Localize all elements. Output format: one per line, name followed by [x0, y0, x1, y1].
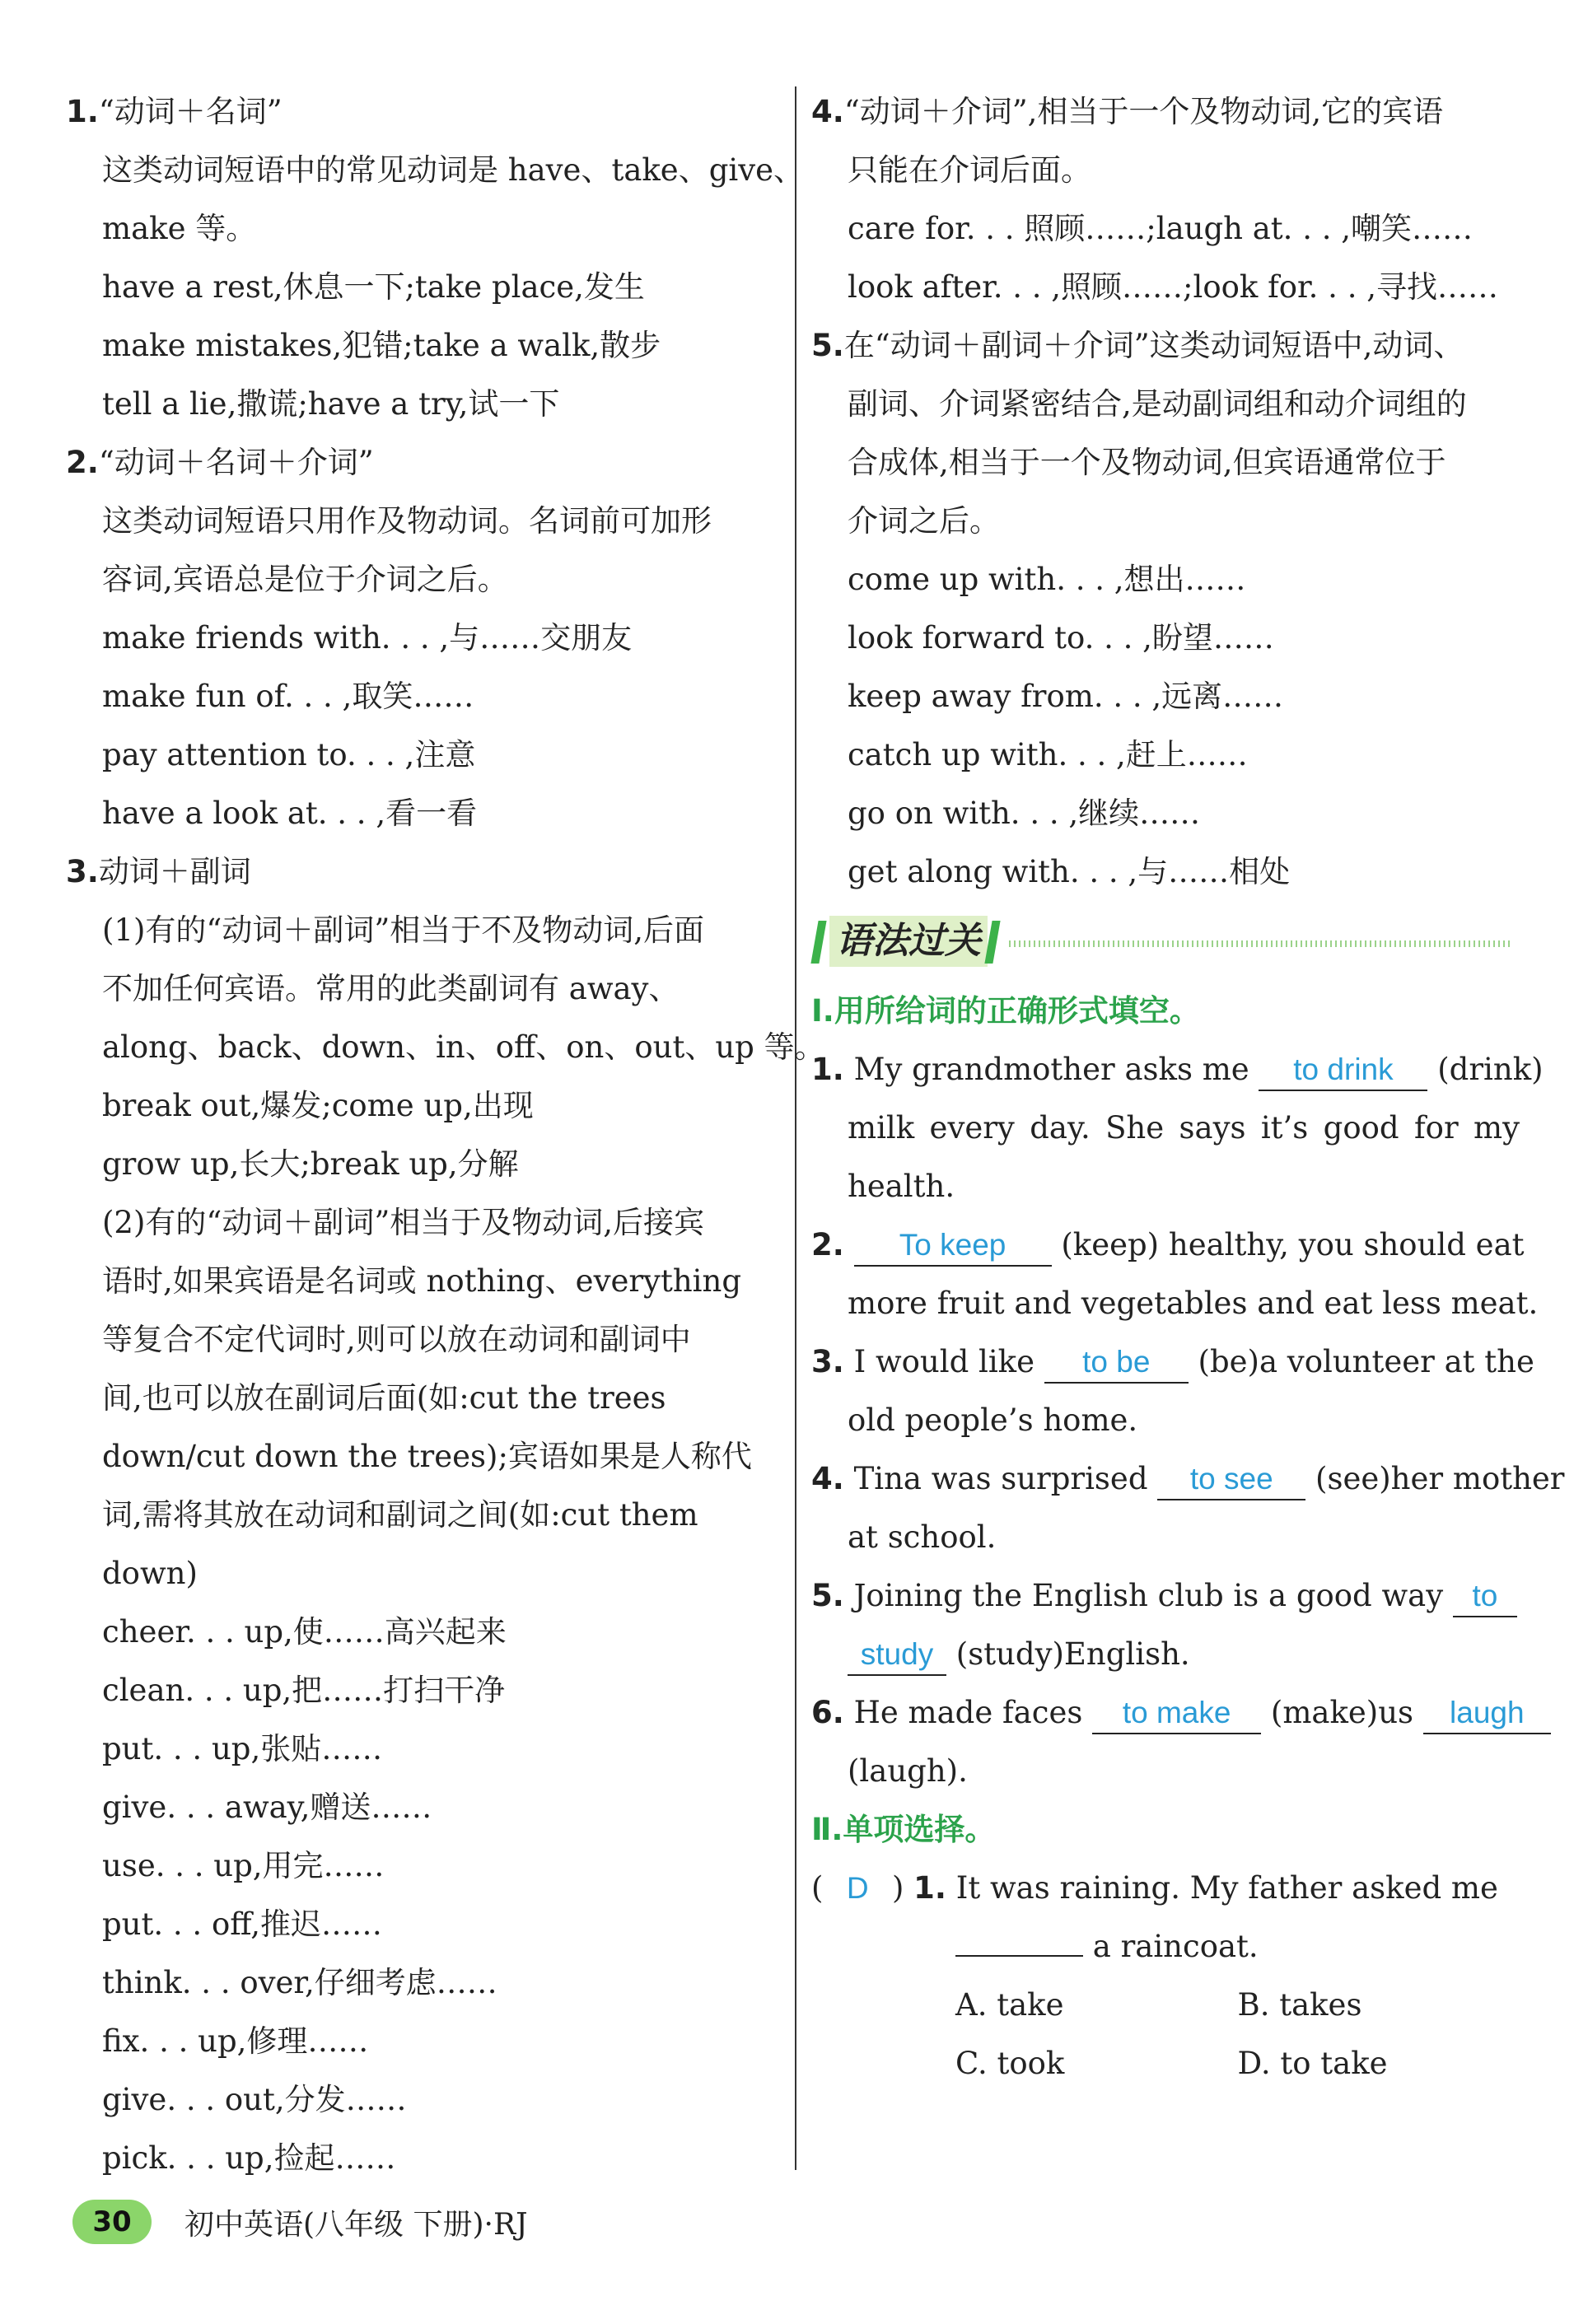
example-line: get along with. . . ,与……相处 — [848, 854, 1291, 889]
question-2 — [811, 1216, 1525, 1274]
desc-line: make 等。 — [102, 211, 257, 246]
answer-blank[interactable]: to see — [1157, 1461, 1305, 1500]
question-text: (study)English. — [955, 1636, 1190, 1672]
example-line: keep away from. . . ,远离…… — [848, 679, 1284, 714]
example-line: care for. . . 照顾……;laugh at. . . ,嘲笑…… — [848, 211, 1474, 246]
question-text: Tina was surprised — [853, 1461, 1148, 1496]
answer-blank[interactable]: to — [1453, 1578, 1517, 1617]
mc-question-1 — [811, 1859, 1520, 1917]
banner-dotted-rule — [1009, 940, 1511, 947]
example-line: fix. . . up,修理…… — [102, 2023, 369, 2059]
question-number: 2. — [811, 1227, 844, 1262]
question-6 — [811, 1683, 1525, 1742]
question-text: Joining the English club is a good way — [853, 1578, 1444, 1613]
example-line: make friends with. . . ,与……交朋友 — [102, 620, 633, 656]
desc-line: (2)有的“动词＋副词”相当于及物动词,后接宾 — [102, 1205, 705, 1240]
page-footer — [72, 2197, 528, 2247]
answer-blank[interactable]: to make — [1092, 1695, 1261, 1734]
section-heading: 在“动词＋副词＋介词”这类动词短语中,动词、 — [843, 328, 1464, 363]
item-number: 3. — [66, 854, 99, 889]
example-line: make fun of. . . ,取笑…… — [102, 679, 474, 714]
answer-blank[interactable]: laugh — [1423, 1695, 1551, 1734]
mc-question-1-continued — [811, 1917, 1520, 1976]
question-text: I would like — [853, 1344, 1035, 1379]
desc-line: 不加任何宾语。常用的此类副词有 away、 — [102, 971, 680, 1006]
desc-line: 等复合不定代词时,则可以放在动词和副词中 — [102, 1322, 691, 1357]
question-text: (keep) healthy, you should eat — [1061, 1227, 1525, 1262]
example-line: make mistakes,犯错;take a walk,散步 — [102, 328, 661, 363]
answer-blank[interactable] — [955, 1922, 1083, 1957]
example-line: tell a lie,撒谎;have a try,试一下 — [102, 386, 560, 422]
part-two-title: Ⅱ.单项选择。 — [811, 1812, 996, 1847]
answer-blank[interactable]: to drink — [1259, 1052, 1427, 1091]
page-number: 30 — [72, 2200, 152, 2244]
grammar-section-title: 语法过关 — [829, 916, 988, 967]
answer-blank[interactable]: To keep — [854, 1227, 1052, 1267]
answer-blank[interactable]: study — [848, 1636, 946, 1676]
question-text: milk every day. She says it’s good for my — [848, 1110, 1520, 1146]
example-line: look after. . . ,照顾……;look for. . . ,寻找…… — [848, 269, 1498, 305]
desc-line: 只能在介词后面。 — [848, 152, 1091, 188]
option-c[interactable]: C. took — [955, 2046, 1065, 2081]
desc-line: 这类动词短语只用作及物动词。名词前可加形 — [102, 503, 712, 539]
desc-line: 副词、介词紧密结合,是动副词组和动介词组的 — [848, 386, 1467, 422]
question-text: (be)a volunteer at the — [1198, 1344, 1534, 1379]
banner-bar-left — [810, 921, 826, 964]
question-number: 5. — [811, 1578, 844, 1613]
answer-blank[interactable]: to be — [1044, 1344, 1189, 1384]
example-line: cheer. . . up,使……高兴起来 — [102, 1614, 507, 1650]
question-3 — [811, 1332, 1534, 1391]
section-heading: “动词＋介词”,相当于一个及物动词,它的宾语 — [843, 94, 1444, 129]
example-line: pay attention to. . . ,注意 — [102, 737, 476, 772]
example-line: think. . . over,仔细考虑…… — [102, 1965, 497, 2000]
answer-paren: ( — [811, 1870, 824, 1906]
desc-line: 介词之后。 — [848, 503, 1000, 539]
desc-line: 这类动词短语中的常见动词是 have、take、give、 — [102, 152, 805, 188]
question-text: (drink) — [1437, 1052, 1544, 1087]
column-divider — [795, 86, 796, 2170]
example-line: have a look at. . . ,看一看 — [102, 796, 478, 831]
example-line: give. . . out,分发…… — [102, 2082, 407, 2117]
question-5-continued — [811, 1625, 1520, 1683]
option-b[interactable]: B. takes — [1237, 1987, 1362, 2023]
example-line: put. . . off,推迟…… — [102, 1906, 382, 1942]
desc-line: 间,也可以放在副词后面(如:cut the trees — [102, 1380, 666, 1416]
example-line: grow up,长大;break up,分解 — [102, 1146, 519, 1182]
question-text: at school. — [848, 1519, 997, 1555]
example-line: break out,爆发;come up,出现 — [102, 1088, 534, 1123]
desc-line: down) — [102, 1556, 198, 1591]
item-number: 2. — [66, 445, 99, 480]
example-line: put. . . up,张贴…… — [102, 1731, 383, 1766]
book-title: 初中英语(八年级 下册)·RJ — [184, 2207, 528, 2242]
question-text: more fruit and vegetables and eat less meat. — [848, 1286, 1539, 1321]
question-number: 3. — [811, 1344, 844, 1379]
example-line: come up with. . . ,想出…… — [848, 562, 1246, 597]
mc-options-row — [811, 1976, 1520, 2034]
question-text: It was raining. My father asked me — [955, 1870, 1498, 1906]
desc-line: 容词,宾语总是位于介词之后。 — [102, 562, 508, 597]
desc-line: 词,需将其放在动词和副词之间(如:cut them — [102, 1497, 698, 1533]
grammar-section-banner — [811, 909, 1520, 975]
example-line: catch up with. . . ,赶上…… — [848, 737, 1248, 772]
item-number: 1. — [66, 94, 99, 129]
question-text: health. — [848, 1169, 955, 1204]
item-number: 4. — [811, 94, 844, 129]
example-line: clean. . . up,把……打扫干净 — [102, 1673, 506, 1708]
section-heading: 动词＋副词 — [98, 854, 251, 889]
question-1 — [811, 1040, 1544, 1099]
mc-options-row — [811, 2034, 1520, 2093]
example-line: pick. . . up,捡起…… — [102, 2140, 396, 2176]
question-text: a raincoat. — [1092, 1929, 1259, 1964]
question-text: My grandmother asks me — [853, 1052, 1249, 1087]
example-line: give. . . away,赠送…… — [102, 1790, 432, 1825]
question-text: (see)her mother — [1315, 1461, 1565, 1496]
option-d[interactable]: D. to take — [1237, 2046, 1388, 2081]
question-number: 1. — [811, 1052, 844, 1087]
question-number: 1. — [913, 1870, 946, 1906]
question-number: 6. — [811, 1695, 844, 1730]
section-heading: “动词＋名词” — [98, 94, 283, 129]
question-text: (make)us — [1270, 1695, 1414, 1730]
option-a[interactable]: A. take — [955, 1987, 1064, 2023]
item-number: 5. — [811, 328, 844, 363]
question-text: He made faces — [853, 1695, 1083, 1730]
desc-line: 合成体,相当于一个及物动词,但宾语通常位于 — [848, 445, 1446, 480]
right-column — [811, 82, 1565, 2093]
example-line: go on with. . . ,继续…… — [848, 796, 1201, 831]
section-heading: “动词＋名词＋介词” — [98, 445, 374, 480]
mc-answer[interactable]: D — [846, 1871, 869, 1905]
example-line: use. . . up,用完…… — [102, 1848, 385, 1883]
desc-line: along、back、down、in、off、on、out、up 等。 — [102, 1029, 825, 1065]
question-text: old people’s home. — [848, 1402, 1138, 1438]
example-line: have a rest,休息一下;take place,发生 — [102, 269, 645, 305]
question-4 — [811, 1449, 1565, 1508]
desc-line: (1)有的“动词＋副词”相当于不及物动词,后面 — [102, 912, 705, 948]
question-number: 4. — [811, 1461, 844, 1496]
answer-paren: ) — [891, 1870, 904, 1906]
example-line: look forward to. . . ,盼望…… — [848, 620, 1274, 656]
question-text: (laugh). — [848, 1753, 968, 1789]
question-5 — [811, 1566, 1520, 1625]
desc-line: 语时,如果宾语是名词或 nothing、everything — [102, 1263, 742, 1299]
desc-line: down/cut down the trees);宾语如果是人称代 — [102, 1439, 752, 1474]
part-one-title: Ⅰ.用所给词的正确形式填空。 — [811, 993, 1200, 1029]
left-column — [66, 82, 825, 2187]
